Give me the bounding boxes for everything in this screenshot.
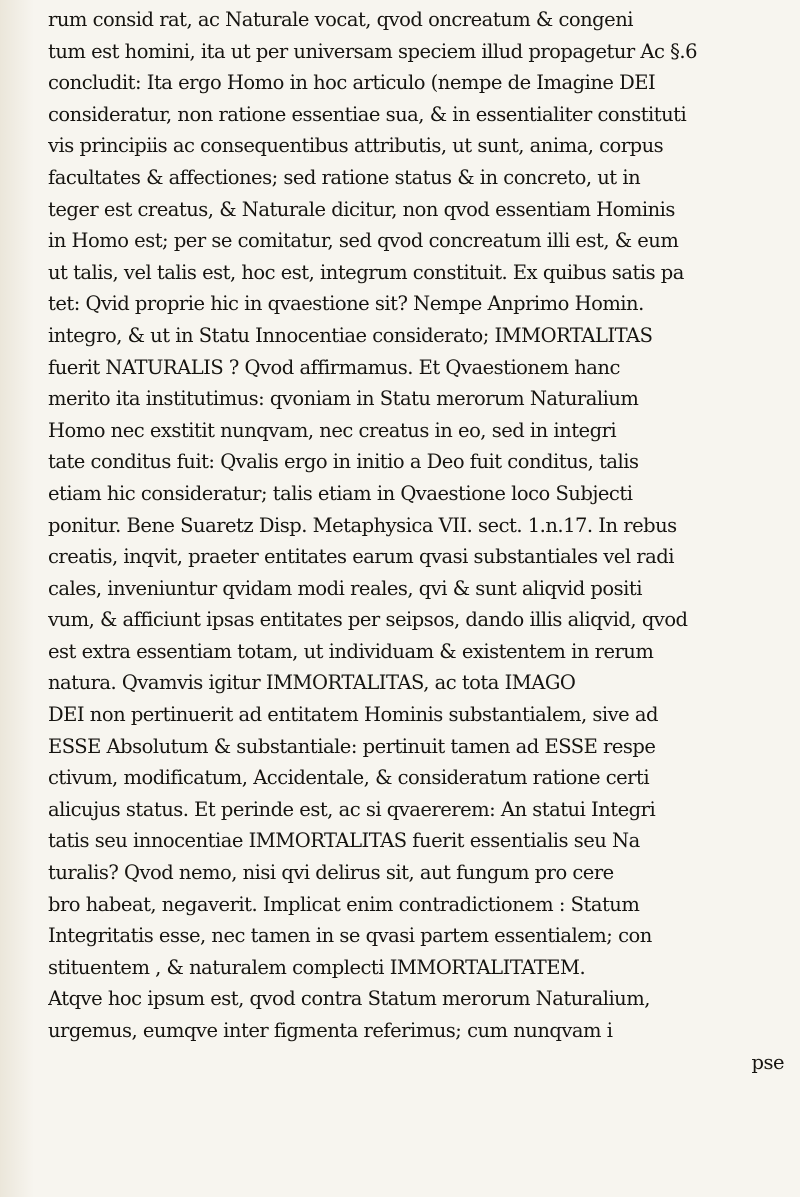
text-line: merito ita institutimus: qvoniam in Statu merorum Naturalium bbox=[48, 387, 639, 411]
text-line: natura. Qvamvis igitur IMMORTALITAS, ac tota IMAGO bbox=[48, 671, 576, 695]
text-line: rum consid rat, ac Naturale vocat, qvod oncreatum & congeni bbox=[48, 8, 633, 31]
text-line: ut talis, vel talis est, hoc est, integrum constituit. Ex quibus satis pa bbox=[48, 260, 684, 284]
text-line: ctivum, modificatum, Accidentale, & consideratum ratione certi bbox=[48, 766, 650, 790]
text-line: stituentem , & naturalem complecti IMMORTALITATEM. bbox=[48, 955, 586, 979]
text-line: DEI non pertinuerit ad entitatem Hominis substantialem, sive ad bbox=[48, 703, 659, 727]
text-line: est extra essentiam totam, ut individuam & existentem in rerum bbox=[48, 639, 654, 663]
text-line: alicujus status. Et perinde est, ac si qvaererem: An statui Integri bbox=[48, 797, 656, 821]
text-line: vum, & afficiunt ipsas entitates per seipsos, dando illis aliqvid, qvod bbox=[48, 608, 688, 632]
text-line: facultates & affectiones; sed ratione status & in concreto, ut in bbox=[48, 165, 641, 189]
text-line: tet: Qvid proprie hic in qvaestione sit? Nempe Anprimo Homin. bbox=[48, 292, 644, 316]
text-line: teger est creatus, & Naturale dicitur, non qvod essentiam Hominis bbox=[48, 197, 675, 221]
text-line: Integritatis esse, nec tamen in se qvasi partem essentialem; con bbox=[48, 924, 652, 948]
text-line: turalis? Qvod nemo, nisi qvi delirus sit, aut fungum pro cere bbox=[48, 861, 614, 885]
text-line: tate conditus fuit: Qvalis ergo in initio a Deo fuit conditus, talis bbox=[48, 450, 639, 474]
continuation-word: pse bbox=[751, 1050, 784, 1074]
text-line: urgemus, eumqve inter figmenta referimus; cum nunqvam i bbox=[48, 1019, 613, 1042]
text-line: concludit: Ita ergo Homo in hoc articulo (nempe de Imagine DEI bbox=[48, 71, 656, 95]
text-line: in Homo est; per se comitatur, sed qvod concreatum illi est, & eum bbox=[48, 229, 679, 253]
text-line: integro, & ut in Statu Innocentiae considerato; IMMORTALITAS bbox=[48, 323, 653, 347]
text-line: creatis, inqvit, praeter entitates earum qvasi substantiales vel radi bbox=[48, 545, 674, 569]
text-line: etiam hic consideratur; talis etiam in Qvaestione loco Subjecti bbox=[48, 481, 633, 505]
text-line: ponitur. Bene Suaretz Disp. Metaphysica VII. sect. 1.n.17. In rebus bbox=[48, 513, 677, 537]
text-line: tum est homini, ita ut per universam speciem illud propagetur Ac §.6 bbox=[48, 39, 697, 63]
text-line: ESSE Absolutum & substantiale: pertinuit tamen ad ESSE respe bbox=[48, 734, 656, 758]
text-line: consideratur, non ratione essentiae sua, & in essentialiter constituti bbox=[48, 102, 687, 126]
text-line: tatis seu innocentiae IMMORTALITAS fuerit essentialis seu Na bbox=[48, 829, 640, 853]
text-line: cales, inveniuntur qvidam modi reales, qvi & sunt aliqvid positi bbox=[48, 576, 642, 600]
text-line: vis principiis ac consequentibus attributis, ut sunt, anima, corpus bbox=[48, 134, 664, 158]
text-line: Homo nec exstitit nunqvam, nec creatus in eo, sed in integri bbox=[48, 418, 617, 442]
text-line: bro habeat, negaverit. Implicat enim contradictionem : Statum bbox=[48, 892, 640, 916]
text-line: Atqve hoc ipsum est, qvod contra Statum merorum Naturalium, bbox=[48, 987, 650, 1011]
text-line: fuerit NATURALIS ? Qvod affirmamus. Et Qvaestionem hanc bbox=[48, 355, 620, 379]
